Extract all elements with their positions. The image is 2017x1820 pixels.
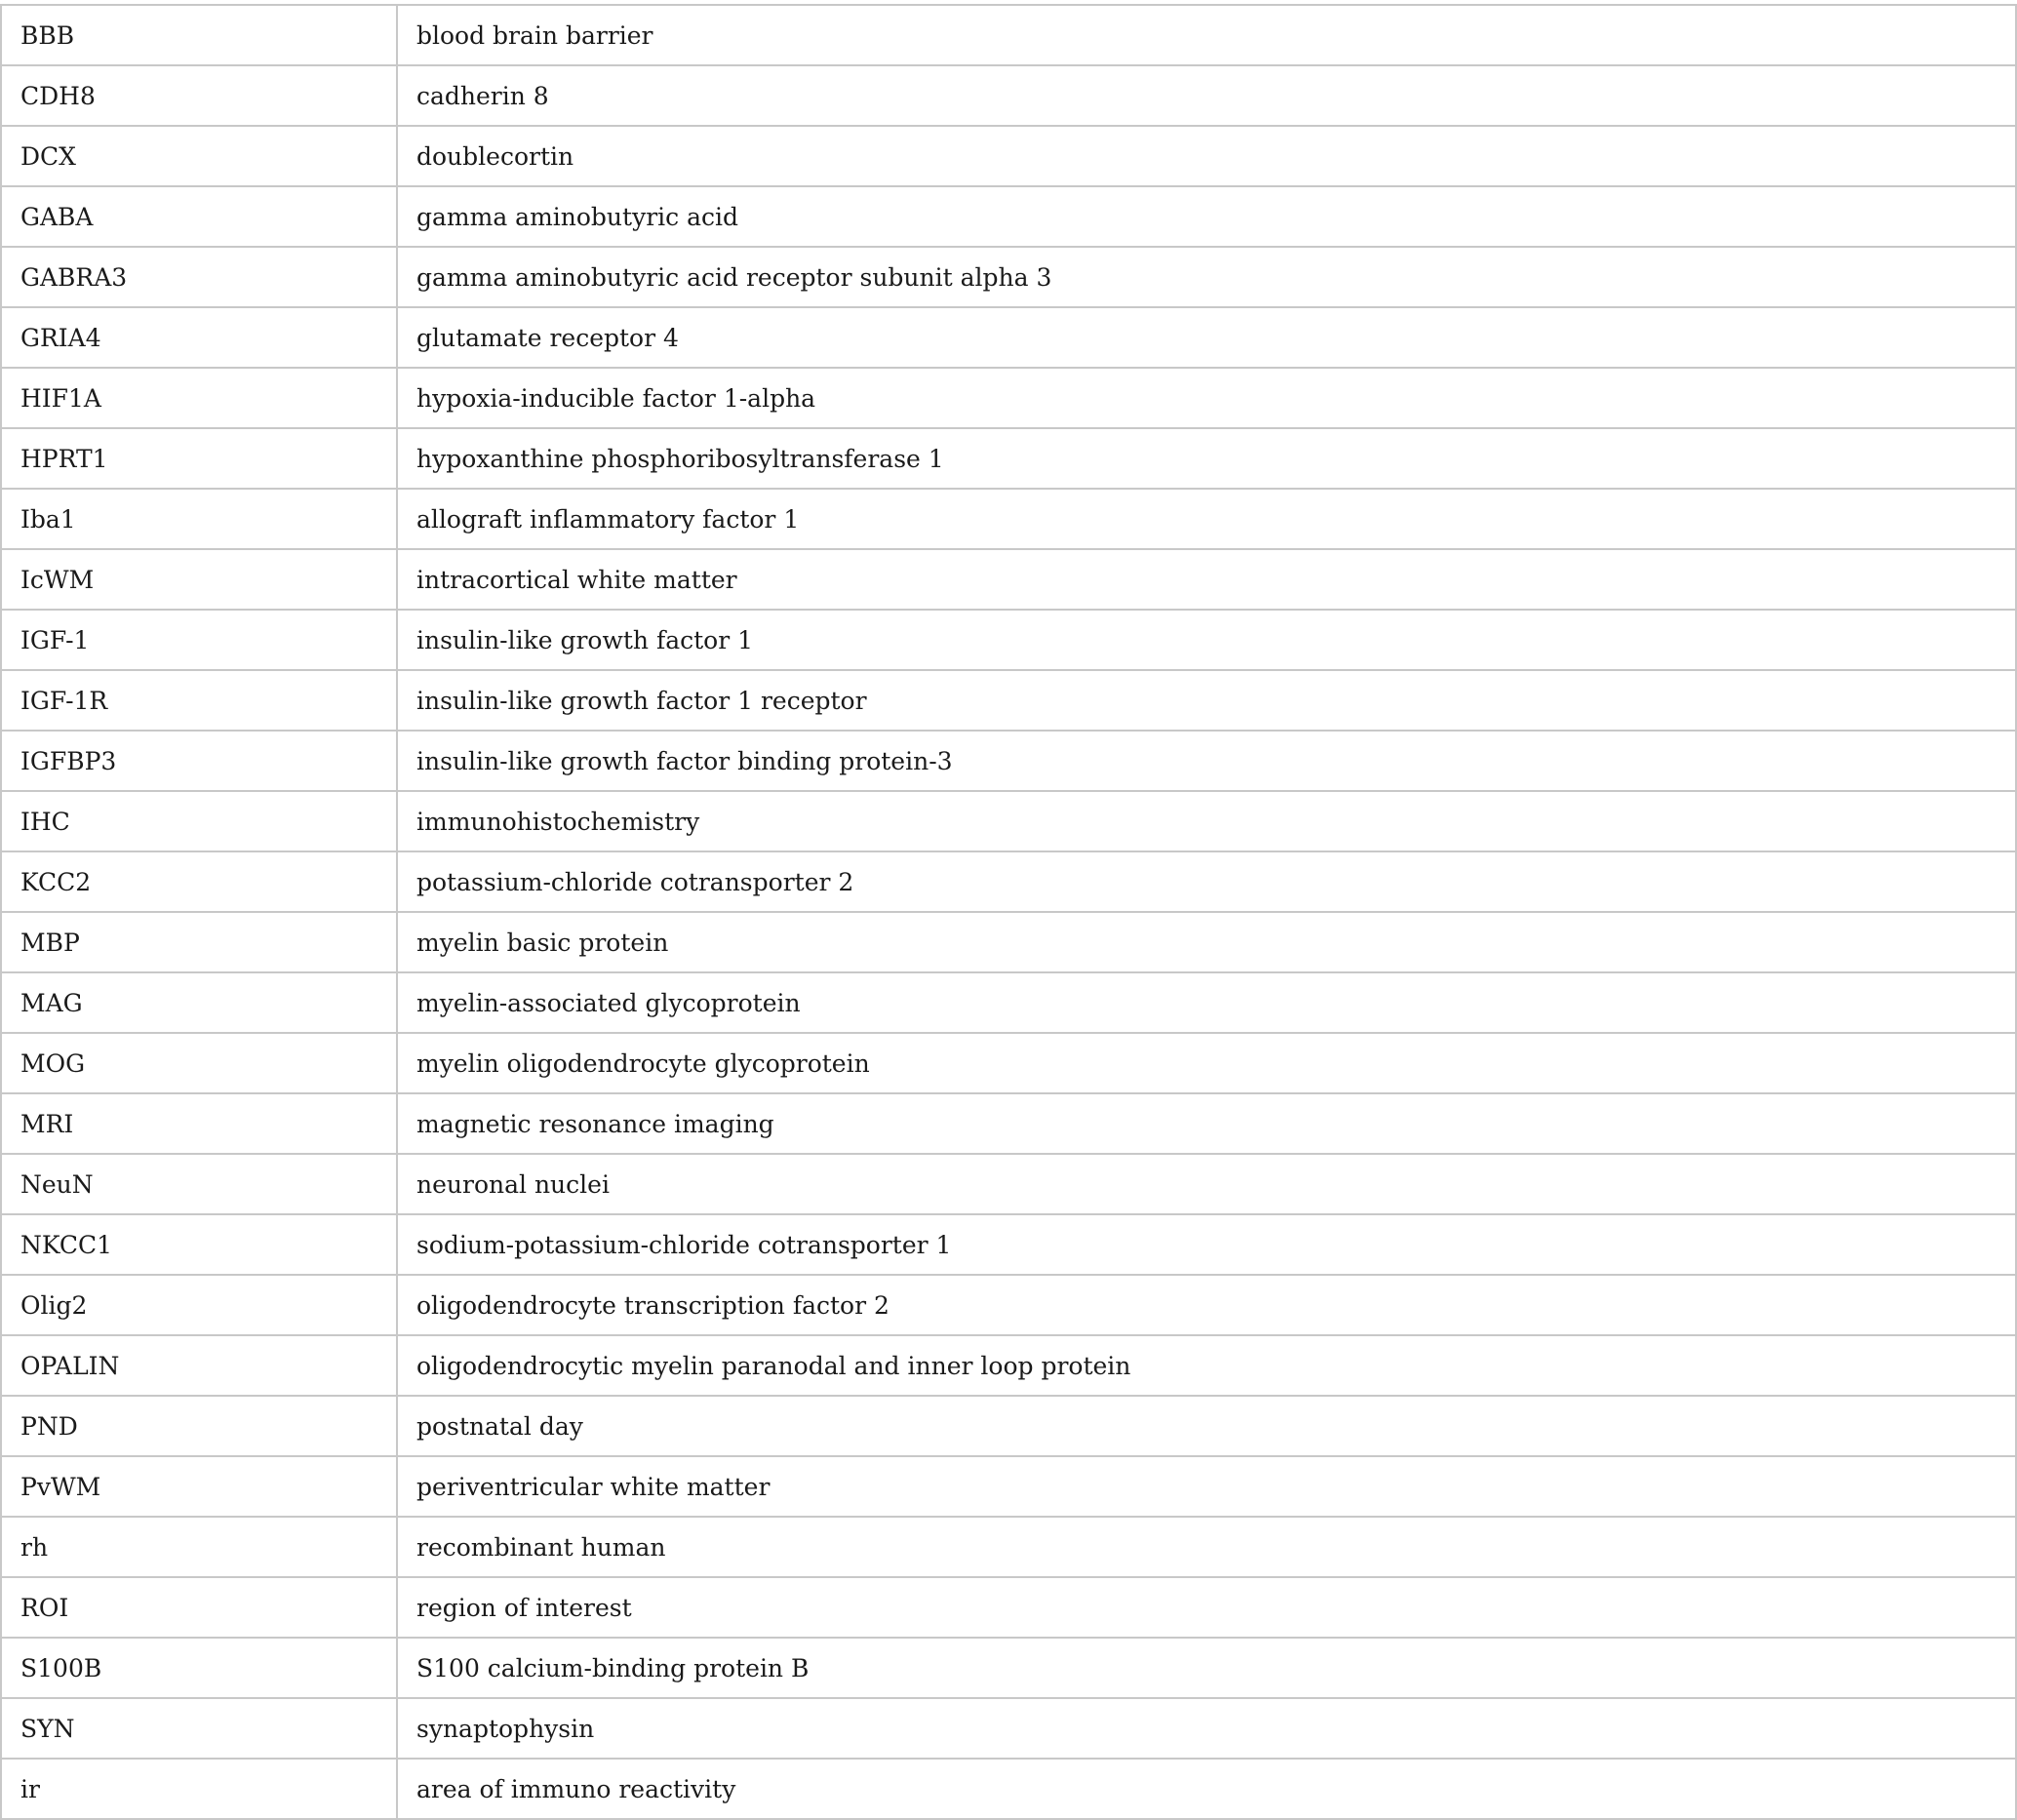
abbreviation-cell: Olig2 [1, 1275, 397, 1335]
definition-cell: gamma aminobutyric acid receptor subunit alpha 3 [397, 247, 2016, 307]
definition-cell: immunohistochemistry [397, 791, 2016, 851]
definition-cell: neuronal nuclei [397, 1154, 2016, 1214]
abbreviation-cell: OPALIN [1, 1335, 397, 1396]
definition-cell: gamma aminobutyric acid [397, 186, 2016, 247]
abbreviation-cell: IHC [1, 791, 397, 851]
abbreviation-cell: GABA [1, 186, 397, 247]
table-row [1, 65, 2016, 126]
abbreviation-cell: HIF1A [1, 368, 397, 428]
definition-cell: blood brain barrier [397, 5, 2016, 65]
definition-cell: oligodendrocyte transcription factor 2 [397, 1275, 2016, 1335]
abbreviation-cell: NeuN [1, 1154, 397, 1214]
table-row [1, 912, 2016, 972]
definition-cell: doublecortin [397, 126, 2016, 186]
definition-cell: sodium-potassium-chloride cotransporter 1 [397, 1214, 2016, 1275]
abbreviation-cell: IGF-1R [1, 670, 397, 731]
table-row [1, 489, 2016, 549]
definition-cell: hypoxia-inducible factor 1-alpha [397, 368, 2016, 428]
definition-cell: postnatal day [397, 1396, 2016, 1456]
abbreviation-cell: IGFBP3 [1, 731, 397, 791]
definition-cell: insulin-like growth factor 1 receptor [397, 670, 2016, 731]
abbreviation-cell: S100B [1, 1638, 397, 1698]
abbreviation-cell: CDH8 [1, 65, 397, 126]
table-row [1, 1396, 2016, 1456]
definition-cell: glutamate receptor 4 [397, 307, 2016, 368]
definition-cell: insulin-like growth factor 1 [397, 610, 2016, 670]
table-row [1, 1577, 2016, 1638]
abbreviation-cell: ROI [1, 1577, 397, 1638]
table-row [1, 1275, 2016, 1335]
table-row [1, 610, 2016, 670]
definition-cell: oligodendrocytic myelin paranodal and inner loop protein [397, 1335, 2016, 1396]
table-row [1, 731, 2016, 791]
table-row [1, 1698, 2016, 1759]
definition-cell: potassium-chloride cotransporter 2 [397, 851, 2016, 912]
table-row [1, 1214, 2016, 1275]
definition-cell: S100 calcium-binding protein B [397, 1638, 2016, 1698]
abbreviation-cell: PvWM [1, 1456, 397, 1517]
table-row [1, 186, 2016, 247]
table-row [1, 972, 2016, 1033]
table-row [1, 1093, 2016, 1154]
table-row [1, 670, 2016, 731]
definition-cell: allograft inflammatory factor 1 [397, 489, 2016, 549]
table-row [1, 428, 2016, 489]
table-row [1, 1033, 2016, 1093]
table-row [1, 368, 2016, 428]
abbreviation-cell: HPRT1 [1, 428, 397, 489]
definition-cell: intracortical white matter [397, 549, 2016, 610]
abbreviation-cell: DCX [1, 126, 397, 186]
table-row [1, 307, 2016, 368]
abbreviations-table-body [1, 5, 2016, 1819]
table-row [1, 5, 2016, 65]
definition-cell: synaptophysin [397, 1698, 2016, 1759]
abbreviation-cell: Iba1 [1, 489, 397, 549]
abbreviation-cell: GRIA4 [1, 307, 397, 368]
table-row [1, 1154, 2016, 1214]
definition-cell: magnetic resonance imaging [397, 1093, 2016, 1154]
abbreviation-cell: BBB [1, 5, 397, 65]
abbreviation-cell: ir [1, 1759, 397, 1819]
definition-cell: myelin basic protein [397, 912, 2016, 972]
definition-cell: insulin-like growth factor binding protein-3 [397, 731, 2016, 791]
definition-cell: hypoxanthine phosphoribosyltransferase 1 [397, 428, 2016, 489]
definition-cell: cadherin 8 [397, 65, 2016, 126]
definition-cell: area of immuno reactivity [397, 1759, 2016, 1819]
abbreviation-cell: PND [1, 1396, 397, 1456]
abbreviation-cell: SYN [1, 1698, 397, 1759]
abbreviation-cell: GABRA3 [1, 247, 397, 307]
table-row [1, 1638, 2016, 1698]
abbreviation-cell: MOG [1, 1033, 397, 1093]
abbreviation-cell: MRI [1, 1093, 397, 1154]
definition-cell: periventricular white matter [397, 1456, 2016, 1517]
abbreviation-cell: MAG [1, 972, 397, 1033]
table-row [1, 1335, 2016, 1396]
table-row [1, 1456, 2016, 1517]
table-row [1, 247, 2016, 307]
abbreviation-cell: MBP [1, 912, 397, 972]
abbreviation-cell: IGF-1 [1, 610, 397, 670]
table-row [1, 126, 2016, 186]
definition-cell: myelin-associated glycoprotein [397, 972, 2016, 1033]
definition-cell: myelin oligodendrocyte glycoprotein [397, 1033, 2016, 1093]
table-row [1, 549, 2016, 610]
definition-cell: region of interest [397, 1577, 2016, 1638]
abbreviation-cell: NKCC1 [1, 1214, 397, 1275]
abbreviation-cell: KCC2 [1, 851, 397, 912]
table-row [1, 791, 2016, 851]
table-row [1, 1517, 2016, 1577]
abbreviations-table [0, 4, 2017, 1820]
definition-cell: recombinant human [397, 1517, 2016, 1577]
abbreviation-cell: rh [1, 1517, 397, 1577]
table-row [1, 1759, 2016, 1819]
table-row [1, 851, 2016, 912]
abbreviation-cell: IcWM [1, 549, 397, 610]
